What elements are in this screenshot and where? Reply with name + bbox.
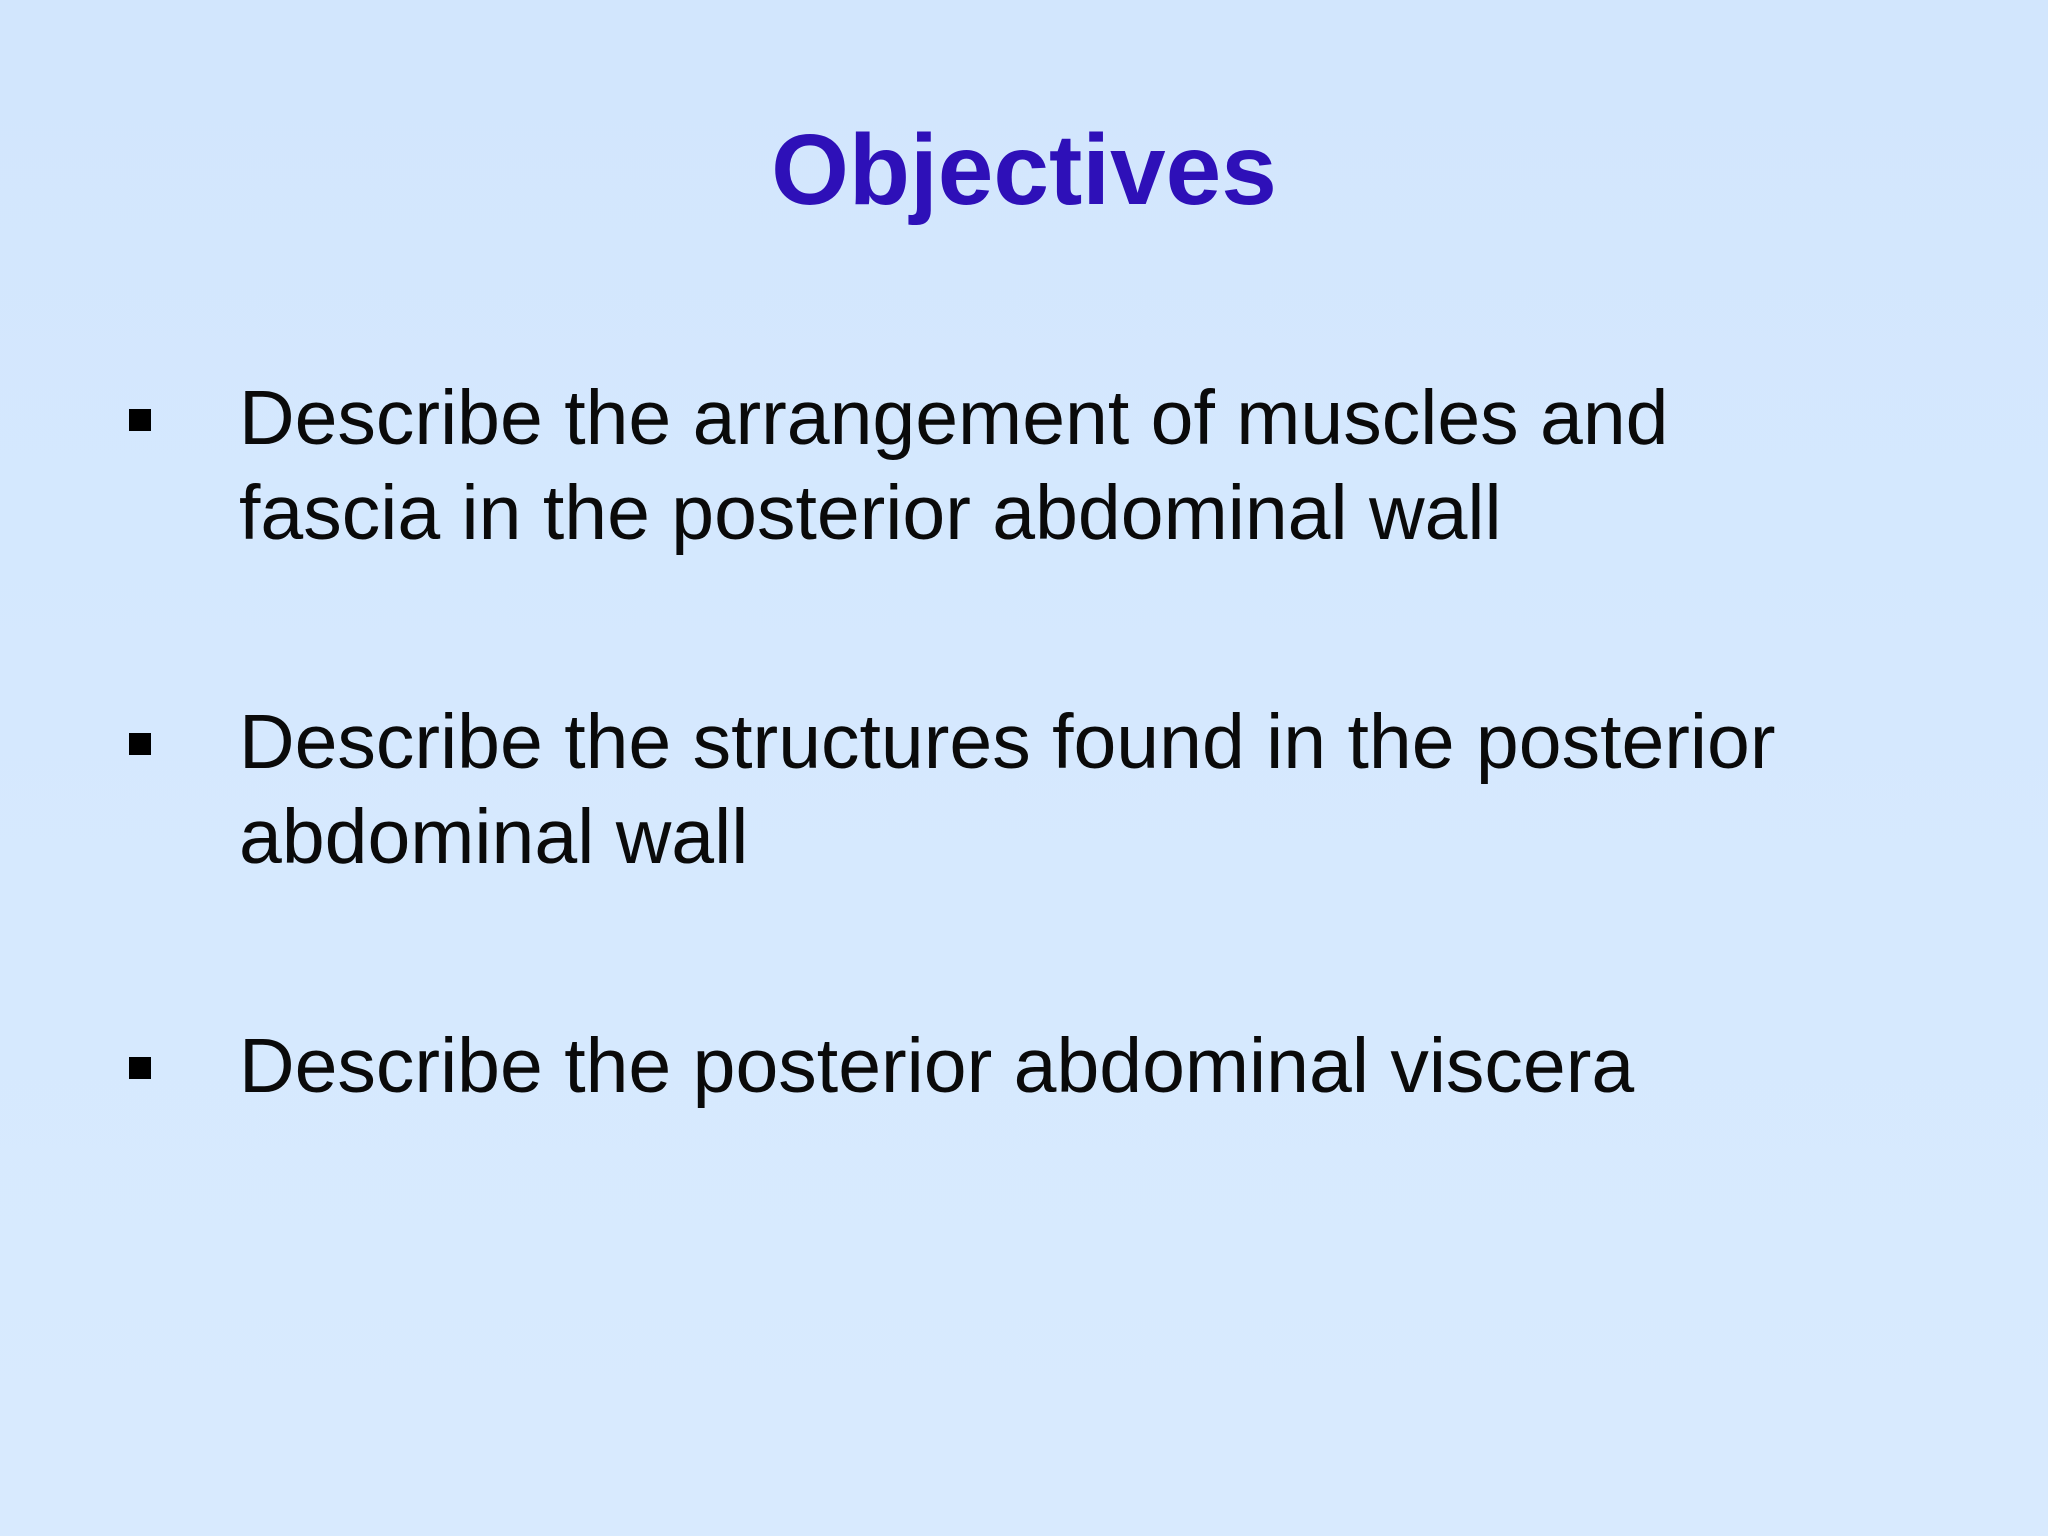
square-bullet-icon bbox=[129, 733, 151, 755]
bullet-text-line: fascia in the posterior abdominal wall bbox=[239, 470, 1502, 556]
slide-title: Objectives bbox=[771, 114, 1277, 226]
bullet-text bbox=[239, 371, 1939, 561]
bullet-text bbox=[239, 1019, 1939, 1114]
square-bullet-icon bbox=[129, 1057, 151, 1079]
square-bullet-icon bbox=[129, 409, 151, 431]
bullet-text-line: Describe the structures found in the posterior bbox=[239, 699, 1776, 785]
bullet-text-line: abdominal wall bbox=[239, 794, 749, 880]
bullet-text-line: Describe the arrangement of muscles and bbox=[239, 375, 1669, 461]
bullet-text bbox=[239, 695, 1939, 885]
bullet-text-line: Describe the posterior abdominal viscera bbox=[239, 1023, 1635, 1109]
